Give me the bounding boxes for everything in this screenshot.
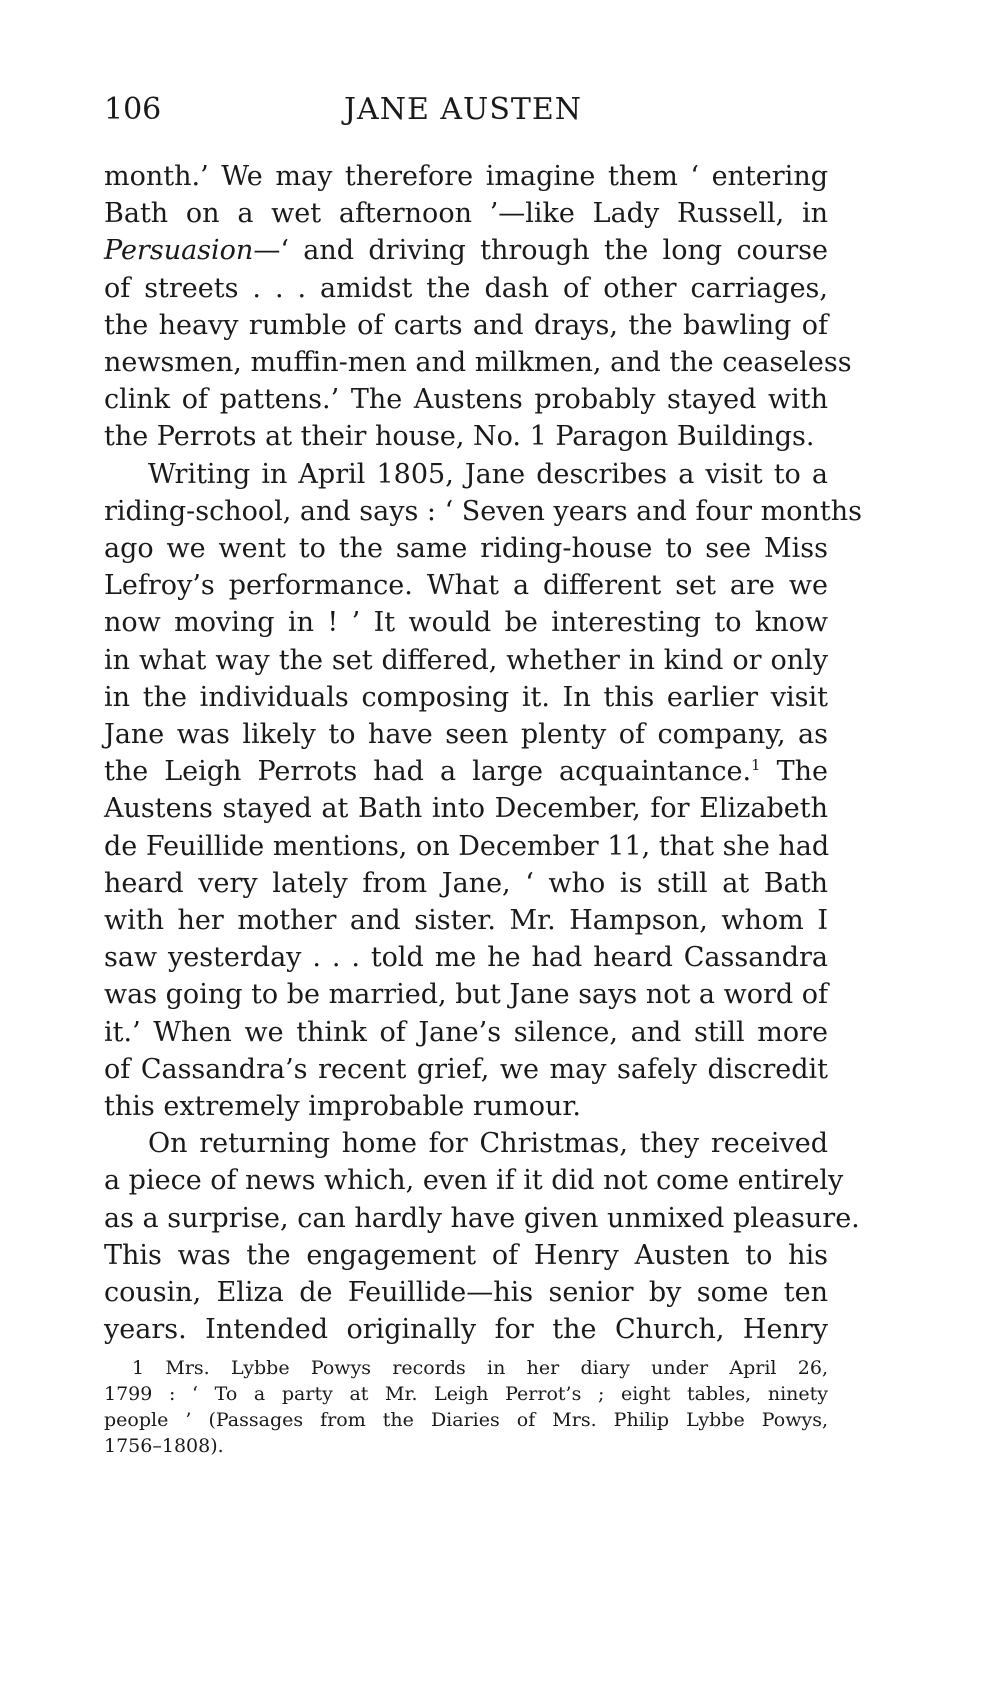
text-line: cousin, Eliza de Feuillide—his senior by some ten — [104, 1277, 828, 1309]
footnote-marker: 1 — [751, 756, 761, 775]
footnote-line: people ’ (Passages from the Diaries of Mrs. Philip Lybbe Powys, — [104, 1409, 828, 1431]
text-line: as a surprise, can hardly have given unmixed pleasure. — [104, 1202, 860, 1234]
text-line: with her mother and sister. Mr. Hampson, whom I — [104, 905, 828, 937]
text-line: clink of pattens.’ The Austens probably stayed with — [104, 384, 828, 416]
text-line: ago we went to the same riding-house to see Miss — [104, 533, 828, 565]
text-line: On returning home for Christmas, they received — [148, 1128, 828, 1160]
text-line-tail: The — [776, 756, 828, 788]
text-line: heard very lately from Jane, ‘ who is still at Bath — [104, 867, 828, 899]
italic-title: Persuasion — [104, 235, 254, 267]
text-line: of streets . . . amidst the dash of other carriages, — [104, 272, 828, 304]
text-line: in what way the set differed, whether in kind or only — [104, 644, 828, 676]
footnote-line: 1 Mrs. Lybbe Powys records in her diary under April 26, — [132, 1357, 828, 1379]
text-line: Lefroy’s performance. What a different set are we — [104, 570, 828, 602]
text-line: the Perrots at their house, No. 1 Paragon Buildings. — [104, 421, 815, 453]
text-line: newsmen, muffin-men and milkmen, and the ceaseless — [104, 347, 852, 379]
page-number: 106 — [104, 92, 162, 127]
text-line: saw yesterday . . . told me he had heard Cassandra — [104, 942, 828, 974]
text-line: years. Intended originally for the Church, Henry — [104, 1314, 828, 1346]
text-line: now moving in ! ’ It would be interesting to know — [104, 607, 828, 639]
text-line: a piece of news which, even if it did not come entirely — [104, 1165, 844, 1197]
text-line: de Feuillide mentions, on December 11, that she had — [104, 830, 830, 862]
text-line-persuasion — [104, 232, 828, 269]
footnote-line: 1756–1808). — [104, 1435, 224, 1457]
text-line-with-footnote — [104, 753, 828, 790]
text-line: in the individuals composing it. In this earlier visit — [104, 681, 828, 713]
page-header — [104, 90, 828, 140]
text-line-start: the Leigh Perrots had a large acquaintance. — [104, 756, 752, 788]
text-line: Bath on a wet afternoon ’—like Lady Russell, in — [104, 198, 828, 230]
footnote-line: 1799 : ‘ To a party at Mr. Leigh Perrot’s ; eight tables, ninety — [104, 1383, 828, 1405]
text-line: Austens stayed at Bath into December, for Elizabeth — [104, 793, 828, 825]
text-line-rest: —‘ and driving through the long course — [253, 235, 828, 267]
footnote — [104, 1355, 828, 1459]
text-line: this extremely improbable rumour. — [104, 1091, 581, 1123]
text-line: was going to be married, but Jane says not a word of — [104, 979, 828, 1011]
text-line: Writing in April 1805, Jane describes a visit to a — [148, 458, 828, 490]
text-line: the heavy rumble of carts and drays, the bawling of — [104, 309, 828, 341]
text-line: Jane was likely to have seen plenty of company, as — [104, 719, 828, 751]
text-line: it.’ When we think of Jane’s silence, and still more — [104, 1016, 828, 1048]
text-line: This was the engagement of Henry Austen to his — [104, 1239, 828, 1271]
running-head: JANE AUSTEN — [344, 92, 583, 127]
body-text — [104, 158, 862, 1349]
text-line: riding-school, and says : ‘ Seven years and four months — [104, 495, 862, 527]
text-line: month.’ We may therefore imagine them ‘ entering — [104, 161, 828, 192]
text-line: of Cassandra’s recent grief, we may safely discredit — [104, 1053, 828, 1085]
